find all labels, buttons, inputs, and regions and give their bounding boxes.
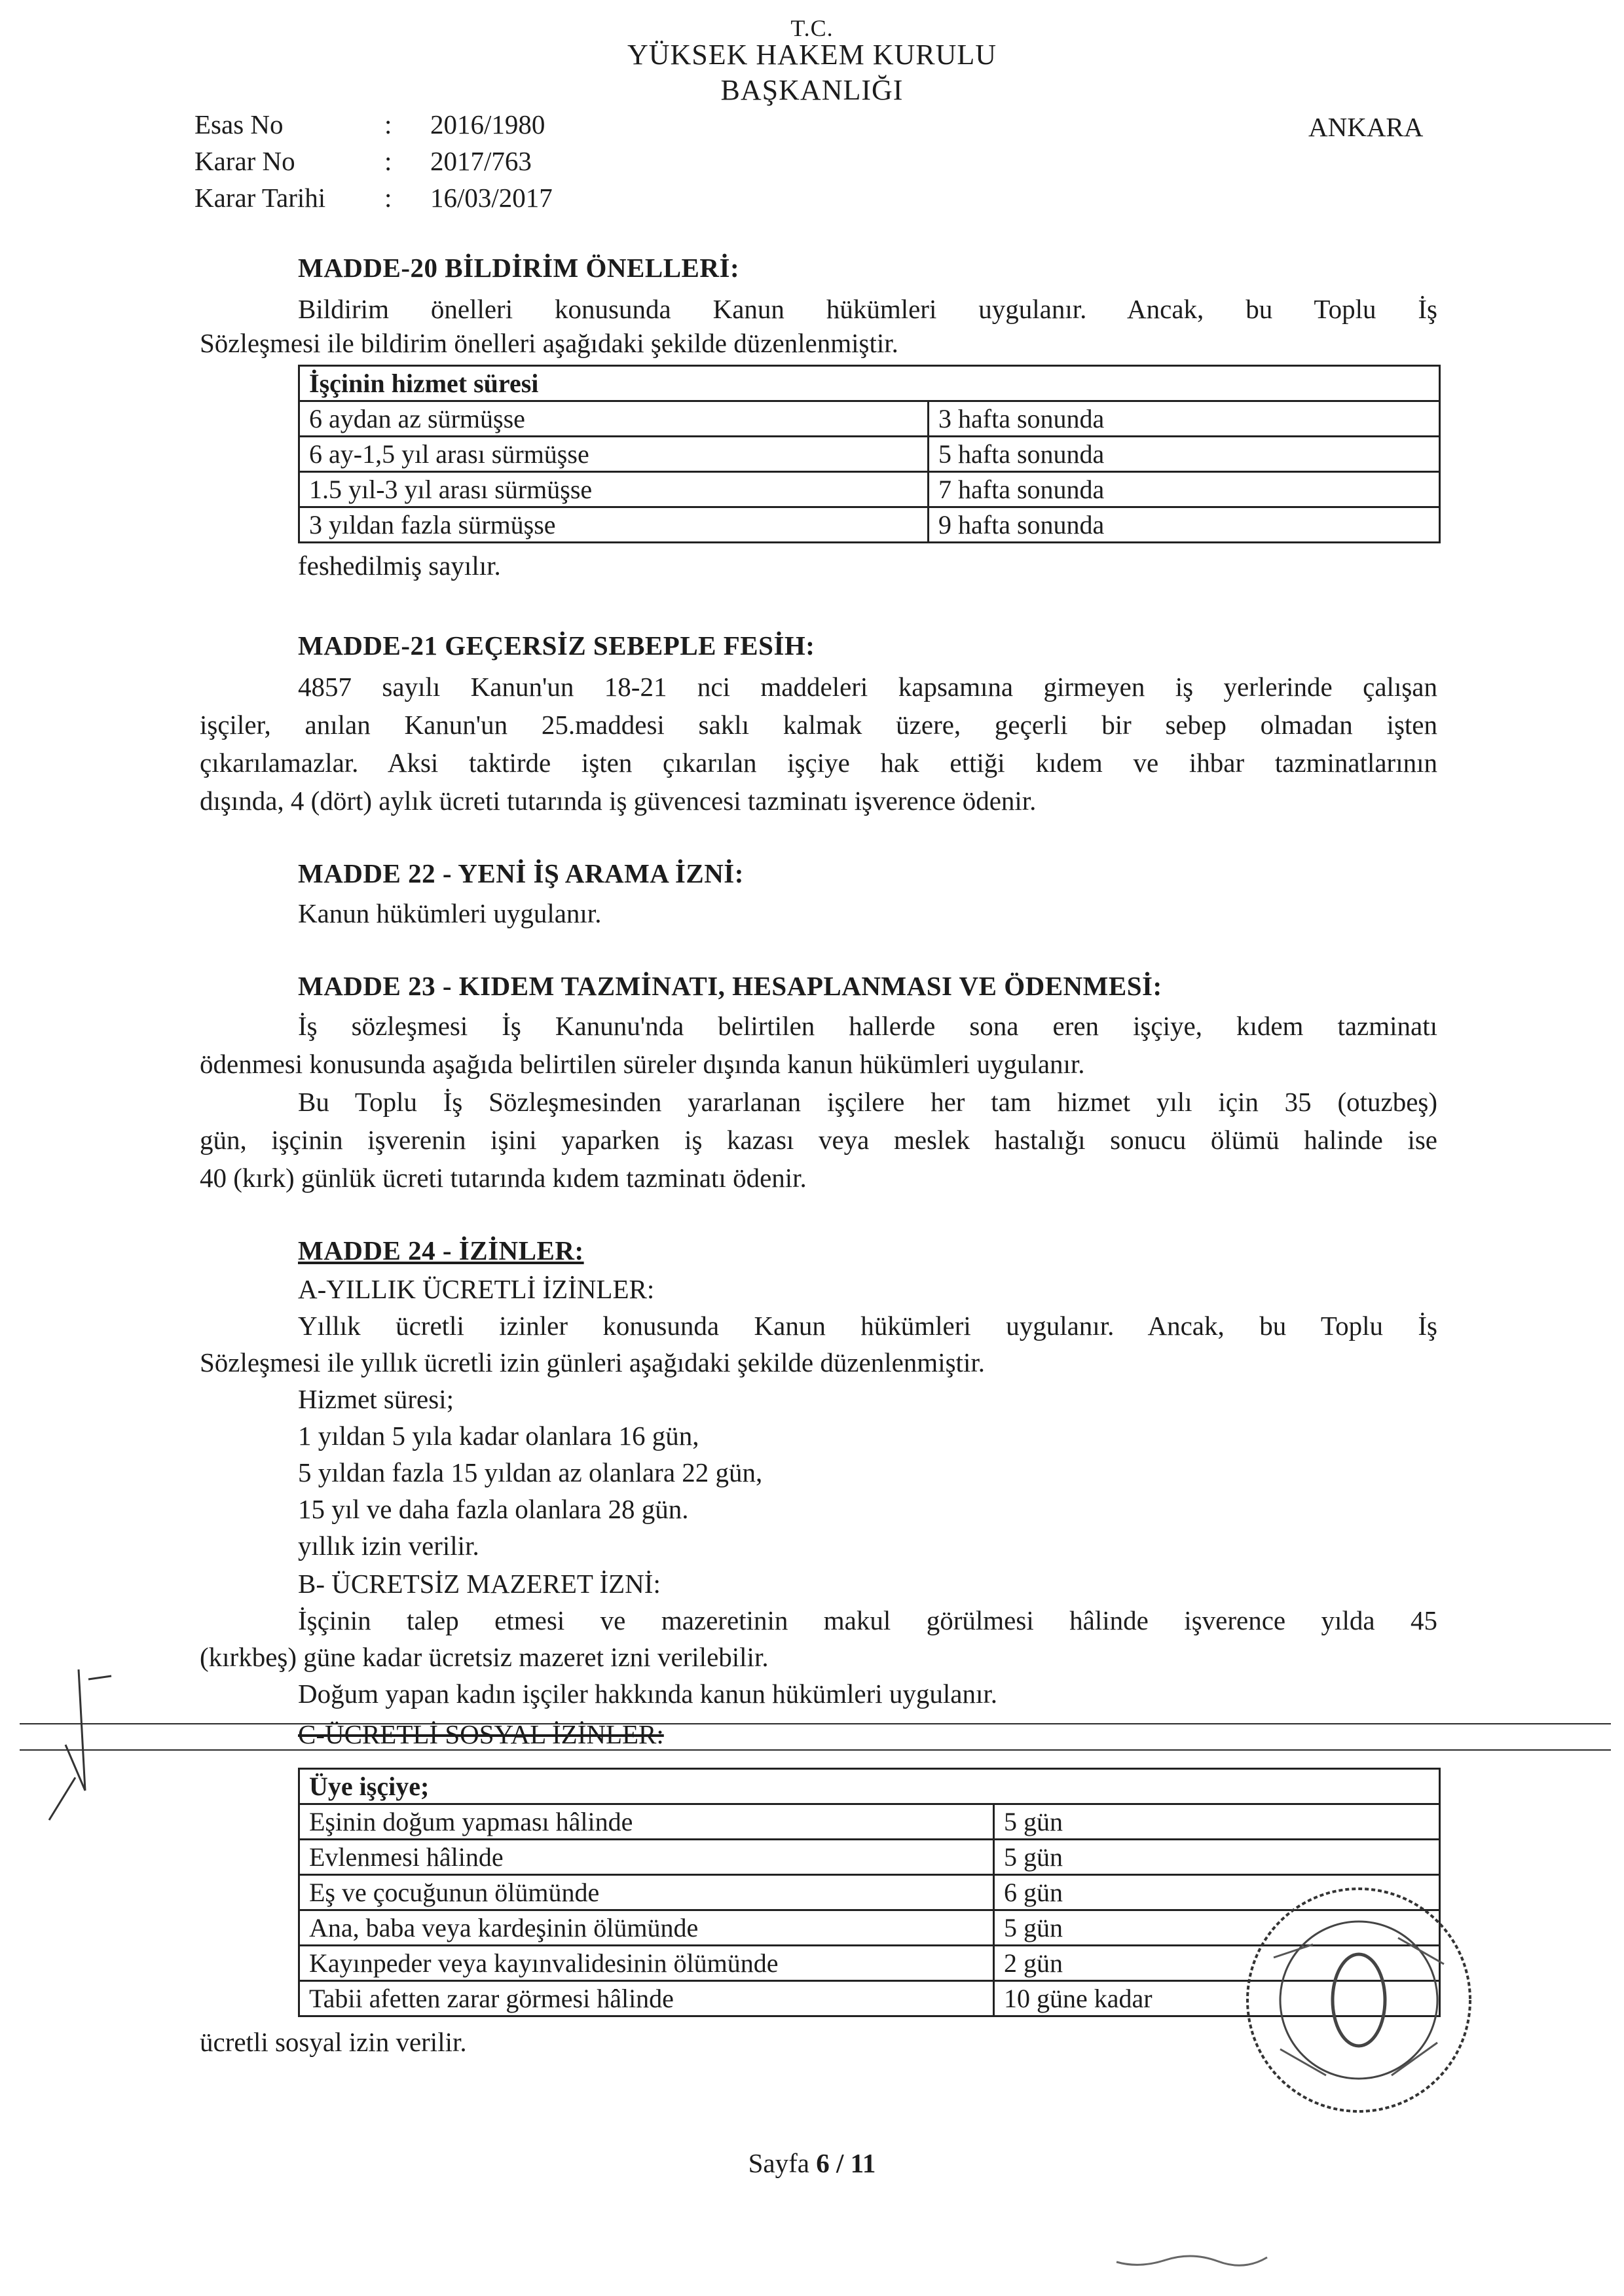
madde24-a-title: A-YILLIK ÜCRETLİ İZİNLER:: [298, 1274, 655, 1304]
madde24-a-line6: 15 yıl ve daha fazla olanlara 28 gün.: [298, 1494, 689, 1524]
table-row: Tabii afetten zarar görmesi hâlinde 10 güne kadar: [299, 1981, 1440, 2016]
scan-line-bottom: [20, 1749, 1611, 1751]
handwritten-initial-mark: [39, 1666, 118, 1823]
notice-period-table: [298, 365, 1441, 543]
scan-line-top: [20, 1723, 1611, 1724]
table-row: 1.5 yıl-3 yıl arası sürmüşse 7 hafta sonunda: [299, 472, 1440, 507]
madde20-p1-line2: Sözleşmesi ile bildirim önelleri aşağıdaki şekilde düzenlenmiştir.: [200, 328, 898, 358]
table-row: 3 yıldan fazla sürmüşse 9 hafta sonunda: [299, 507, 1440, 543]
madde21-line3: çıkarılamazlar. Aksi taktirde işten çıkarılan işçiye hak ettiği kıdem ve ihbar tazminatlarının: [200, 748, 1437, 778]
table-row: Eşinin doğum yapması hâlinde 5 gün: [299, 1804, 1440, 1840]
meta-row-esas: Esas No : 2016/1980: [194, 109, 545, 139]
madde24-b-line3: Doğum yapan kadın işçiler hakkında kanun hükümleri uygulanır.: [298, 1679, 998, 1709]
table-row: 6 ay-1,5 yıl arası sürmüşse 5 hafta sonunda: [299, 437, 1440, 472]
table-header-row: [299, 1769, 1440, 1804]
table-row: Kayınpeder veya kayınvalidesinin ölümünde 2 gün: [299, 1946, 1440, 1981]
madde20-title: MADDE-20 BİLDİRİM ÖNELLERİ:: [298, 253, 740, 283]
madde23-line5: 40 (kırk) günlük ücreti tutarında kıdem tazminatı ödenir.: [200, 1163, 807, 1193]
madde24-a-line1: Yıllık ücretli izinler konusunda Kanun hükümleri uygulanır. Ancak, bu Toplu İş: [298, 1311, 1437, 1341]
official-seal-stamp: [1234, 1879, 1483, 2121]
madde24-a-line7: yıllık izin verilir.: [298, 1531, 479, 1561]
madde21-line4: dışında, 4 (dört) aylık ücreti tutarında iş güvencesi tazminatı işverence ödenir.: [200, 786, 1037, 816]
institution-name: YÜKSEK HAKEM KURULU: [627, 39, 997, 71]
table-row: Eş ve çocuğunun ölümünde 6 gün: [299, 1875, 1440, 1910]
madde23-line3: Bu Toplu İş Sözleşmesinden yararlanan işçilere her tam hizmet yılı için 35 (otuzbeş): [298, 1087, 1437, 1117]
meta-row-tarih: Karar Tarihi : 16/03/2017: [194, 183, 553, 213]
madde21-title: MADDE-21 GEÇERSİZ SEBEPLE FESİH:: [298, 630, 815, 661]
madde23-line2: ödenmesi konusunda aşağıda belirtilen süreler dışında kanun hükümleri uygulanır.: [200, 1049, 1085, 1079]
madde24-b-line1: İşçinin talep etmesi ve mazeretinin makul görülmesi hâlinde işverence yılda 45: [298, 1605, 1437, 1635]
madde21-line1: 4857 sayılı Kanun'un 18-21 nci maddeleri kapsamına girmeyen iş yerlerinde çalışan: [298, 672, 1437, 702]
scan-artifact-mark: [1113, 2252, 1270, 2272]
page-number: [0, 2147, 1624, 2179]
madde24-b-title: B- ÜCRETSİZ MAZERET İZNİ:: [298, 1569, 661, 1599]
madde24-a-line4: 1 yıldan 5 yıla kadar olanlara 16 gün,: [298, 1421, 699, 1451]
madde23-line1: İş sözleşmesi İş Kanunu'nda belirtilen hallerde sona eren işçiye, kıdem tazminatı: [298, 1011, 1437, 1041]
table-header-cell: Üye işçiye;: [299, 1769, 1440, 1804]
madde24-b-line2: (kırkbeş) güne kadar ücretsiz mazeret izni verilebilir.: [200, 1642, 769, 1672]
institution-subtitle: BAŞKANLIĞI: [720, 74, 904, 106]
page-number-value: 6 / 11: [816, 2148, 876, 2178]
madde20-after: feshedilmiş sayılır.: [298, 551, 501, 581]
case-meta: [194, 106, 553, 216]
table-row: Evlenmesi hâlinde 5 gün: [299, 1840, 1440, 1875]
table-row: Ana, baba veya kardeşinin ölümünde 5 gün: [299, 1910, 1440, 1946]
madde24-a-line5: 5 yıldan fazla 15 yıldan az olanlara 22 gün,: [298, 1457, 763, 1487]
madde21-line2: işçiler, anılan Kanun'un 25.maddesi saklı kalmak üzere, geçerli bir sebep olmadan işten: [200, 710, 1437, 740]
table-header-row: [299, 366, 1440, 401]
table-header-cell: İşçinin hizmet süresi: [299, 366, 1440, 401]
madde23-line4: gün, işçinin işverenin işini yaparken iş kazası veya meslek hastalığı sonucu ölümü halinde ise: [200, 1125, 1437, 1155]
madde24-c-title: C-ÜCRETLİ SOSYAL İZİNLER:: [298, 1719, 664, 1749]
page-number-prefix: Sayfa: [748, 2148, 817, 2178]
madde22-line1: Kanun hükümleri uygulanır.: [298, 898, 602, 928]
madde24-a-line2: Sözleşmesi ile yıllık ücretli izin günleri aşağıdaki şekilde düzenlenmiştir.: [200, 1347, 985, 1377]
madde22-title: MADDE 22 - YENİ İŞ ARAMA İZNİ:: [298, 858, 744, 888]
madde24-title: MADDE 24 - İZİNLER:: [298, 1235, 584, 1266]
madde20-p1-line1: Bildirim önelleri konusunda Kanun hükümleri uygulanır. Ancak, bu Toplu İş: [298, 294, 1437, 324]
city-label: ANKARA: [1308, 112, 1424, 142]
madde23-title: MADDE 23 - KIDEM TAZMİNATI, HESAPLANMASI VE ÖDENMESİ:: [298, 971, 1162, 1001]
madde24-a-line3: Hizmet süresi;: [298, 1384, 454, 1414]
header-tc: T.C.: [790, 15, 834, 41]
meta-row-karar: Karar No : 2017/763: [194, 146, 532, 176]
table-row: 6 aydan az sürmüşse 3 hafta sonunda: [299, 401, 1440, 437]
madde24-c-after: ücretli sosyal izin verilir.: [200, 2027, 467, 2057]
